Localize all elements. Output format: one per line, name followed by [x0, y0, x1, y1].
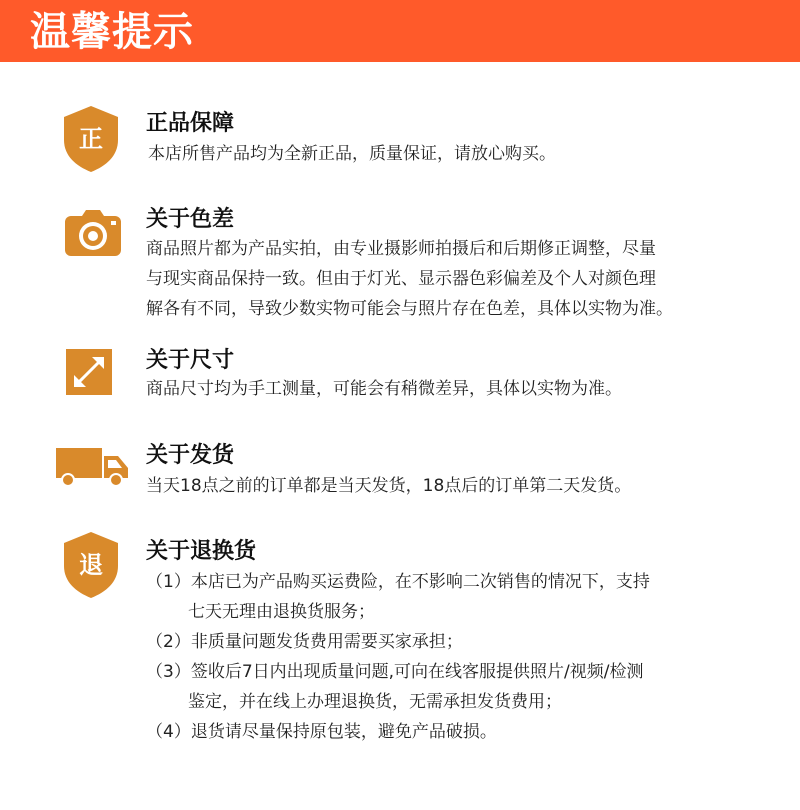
resize-arrow-icon: [66, 349, 112, 395]
section-title-shipping: 关于发货: [146, 443, 235, 468]
section-text-color-2: 与现实商品保持一致。但由于灯光、显示器色彩偏差及个人对颜色理: [146, 269, 656, 289]
section-title-size: 关于尺寸: [146, 348, 235, 373]
section-title-returns: 关于退换货: [146, 539, 257, 564]
section-text-returns-5: 鉴定，并在线上办理退换货，无需承担发货费用；: [188, 692, 562, 712]
section-text-returns-4: （3）签收后7日内出现质量问题,可向在线客服提供照片/视频/检测: [146, 662, 644, 682]
section-text-genuine: 本店所售产品均为全新正品，质量保证，请放心购买。: [148, 144, 556, 164]
section-text-color-1: 商品照片都为产品实拍，由专业摄影师拍摄后和后期修正调整，尽量: [146, 239, 656, 259]
section-title-color: 关于色差: [146, 207, 235, 232]
shield-icon: [62, 530, 120, 600]
truck-icon: [56, 444, 130, 488]
section-text-returns-3: （2）非质量问题发货费用需要买家承担；: [146, 632, 463, 652]
page-title: 温馨提示: [30, 9, 194, 55]
shield-icon: [62, 104, 120, 174]
camera-icon: [64, 208, 122, 258]
section-text-size: 商品尺寸均为手工测量，可能会有稍微差异，具体以实物为准。: [146, 379, 622, 399]
shield-badge-text: 正: [79, 125, 103, 153]
section-text-returns-2: 七天无理由退换货服务；: [188, 602, 375, 622]
section-text-shipping: 当天18点之前的订单都是当天发货，18点后的订单第二天发货。: [146, 476, 632, 496]
section-text-color-3: 解各有不同，导致少数实物可能会与照片存在色差，具体以实物为准。: [146, 299, 673, 319]
header-banner: [0, 0, 800, 62]
section-title-genuine: 正品保障: [146, 111, 235, 136]
section-text-returns-1: （1）本店已为产品购买运费险，在不影响二次销售的情况下，支持: [146, 572, 650, 592]
shield-badge-text: 退: [79, 551, 103, 579]
section-text-returns-6: （4）退货请尽量保持原包装，避免产品破损。: [146, 722, 497, 742]
